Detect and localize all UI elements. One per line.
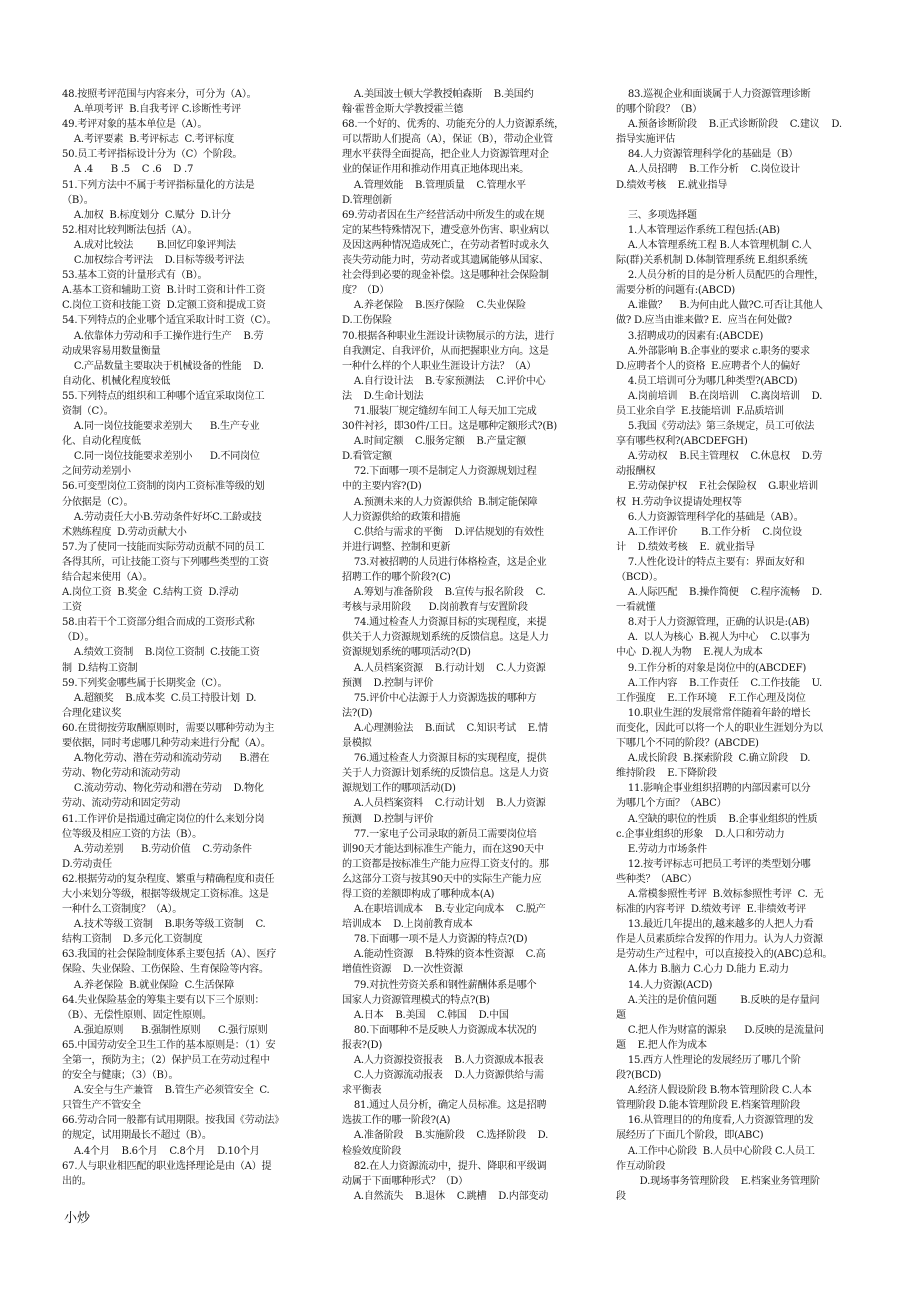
- text-line: 际(群)关系机制 D.体制管理系统 E.组织系统: [616, 255, 808, 267]
- text-line: 工作强度 E.工作环境 F.工作心理及岗位: [616, 692, 806, 704]
- text-line: 供关于人力资源规划系统的反馈信息。这是人力: [342, 632, 549, 644]
- text-line: 全第一，预防为主；（2）保护员工在劳动过程中: [62, 1055, 270, 1066]
- text-line: 55.下列特点的组织和工种哪个适宜采取岗位工: [62, 390, 265, 402]
- text-line: 大小来划分等级，根据等级规定工资标准。这是: [62, 888, 269, 900]
- text-line: 维持阶段 E.下降阶段: [616, 768, 717, 780]
- text-line: 77.一家电子公司录取的新员工需要岗位培: [342, 828, 537, 840]
- text-line: E.劳动力市场条件: [616, 843, 707, 855]
- text-line: 的规定，试用期最长不超过（B）。: [62, 1130, 212, 1142]
- text-line: 2.人员分析的目的是分析人员配匹的合理性，: [616, 270, 824, 282]
- text-line: D.劳动责任: [62, 858, 112, 870]
- column-left: [62, 87, 324, 1189]
- text-line: 74.通过检查人力资源目标的实现程度，来提: [342, 617, 547, 629]
- text-line: 度？（D）: [342, 285, 390, 297]
- text-line: 80.下面哪种不是反映人力资源成本状况的: [342, 1024, 537, 1036]
- text-line: C.把人作为财富的源泉 D.反映的是流量问: [616, 1024, 824, 1036]
- text-line: 指导实施评估: [616, 134, 676, 146]
- text-line: 63.我国的社会保险制度体系主要包括（A）、医疗: [62, 949, 277, 961]
- text-line: C.加权综合考评法 D.目标等级考评法: [62, 255, 244, 267]
- text-line: 可以帮助人们提高（A），保证（B），带动企业管: [342, 134, 553, 146]
- text-line: 为哪几个方面？（ABC）: [616, 798, 727, 810]
- text-line: A.强迫原则 B.强制性原则 C.强行原则: [62, 1024, 268, 1036]
- text-line: 中的主要内容?(D): [342, 481, 422, 493]
- text-line: 7.人性化设计的特点主要有：界面友好和: [616, 556, 805, 568]
- text-line: 58.由若干个工资部分组合而成的工资形式称: [62, 617, 255, 629]
- text-line: 动属于下面哪种形式？（D）: [342, 1175, 468, 1187]
- text-line: 57.为了使同一技能而实际劳动贡献不同的员工: [62, 541, 265, 553]
- text-line: A.准备阶段 B.实施阶段 C.选择阶段 D.: [342, 1130, 549, 1142]
- text-line: 位等级及相应工资的方法（B）。: [62, 828, 202, 840]
- text-line: 而变化，因此可以将一个人的职业生涯划分为以: [616, 722, 823, 734]
- text-line: 51.下列方法中不属于考评指标量化的方法是: [62, 179, 255, 191]
- text-line: A.岗前培训 B.在岗培训 C.离岗培训 D.: [616, 390, 823, 402]
- text-line: D.工伤保险: [342, 315, 392, 327]
- text-line: A.劳动差别 B.劳动价值 C.劳动条件: [62, 843, 252, 855]
- text-line: 得工资的差额即构成了哪种成本(A): [342, 888, 495, 900]
- text-line: C.流动劳动、物化劳动和潜在劳动 D.物化: [62, 783, 264, 795]
- text-line: A.物化劳动、潜在劳动和流动劳动 B.潜在: [62, 753, 270, 765]
- text-line: 社会得到必要的现金补偿。这是哪种社会保险制: [342, 270, 549, 282]
- text-line: A.养老保险 B.就业保险 C.生活保障: [62, 979, 234, 991]
- text-line: 作是人员素质综合发挥的作用力。认为人力资源: [616, 934, 823, 946]
- text-line: 报表?(D): [342, 1039, 383, 1051]
- text-line: A.人员档案资源 B.行动计划 C.人力资源: [342, 662, 546, 674]
- text-line: 54.下列特点的企业哪个适宜采取计时工资（C）。: [62, 315, 277, 327]
- text-line: 一种什么工资制度？（A）。: [62, 904, 183, 916]
- text-line: A.美国波士顿大学教授帕森斯 B.美国约: [342, 89, 534, 100]
- text-line: 自我测定、自我评价，从而把握职业方向。这是: [342, 345, 549, 357]
- text-line: 制 D.结构工资制: [62, 662, 138, 674]
- text-line: C.产品数量主要取决于机械设备的性能 D.: [62, 360, 264, 372]
- text-line: 68.一个好的、优秀的、功能充分的人力资源系统，: [342, 119, 565, 131]
- text-line: D.现场事务管理阶段 E.档案业务管理阶: [616, 1175, 820, 1187]
- text-line: 的安全与健康；（3）（B）。: [62, 1070, 179, 1082]
- text-line: A.考评要素 B.考评标志 C.考评标度: [62, 134, 234, 146]
- text-line: 各得其所，可让技能工资与下列哪些类型的工资: [62, 556, 269, 568]
- text-line: 动报酬权: [616, 466, 656, 478]
- text-line: 劳动、流动劳动和固定劳动: [62, 798, 181, 810]
- text-line: 11.影响企事业组织招聘的内部因素可以分: [616, 783, 811, 795]
- text-line: 检验效度阶段: [342, 1145, 402, 1157]
- text-line: 工资: [62, 602, 82, 614]
- text-line: 国家人力资源管理模式的特点?(B): [342, 994, 490, 1006]
- text-line: A.人本管理系统工程 B.人本管理机制 C.人: [616, 239, 812, 251]
- text-line: 选拔工作的哪一阶段?(A): [342, 1115, 451, 1127]
- text-line: 的哪个阶段？（B）: [616, 104, 702, 116]
- text-line: （B）。: [62, 194, 94, 206]
- text-line: 法?(D): [342, 707, 373, 719]
- text-line: 3.招聘成功的因素有:(ABCDE): [616, 330, 764, 342]
- text-line: 64.失业保险基金的筹集主要有以下三个原则：: [62, 994, 265, 1006]
- text-line: 劳动、物化劳动和流动劳动: [62, 768, 181, 780]
- text-line: 是劳动生产过程中，可以直接投入的(ABC)总和。: [616, 949, 833, 961]
- text-line: 需要分析的问题有:(ABCD): [616, 285, 735, 297]
- text-line: 资制（C）。: [62, 405, 114, 417]
- text-line: 81.通过人员分析，确定人员标准。这是招聘: [342, 1100, 547, 1112]
- text-line: A.单项考评 B.自我考评 C.诊断性考评: [62, 104, 241, 116]
- text-line: A.人员档案资料 C.行动计划 B.人力资源: [342, 798, 546, 810]
- text-line: 82.在人力资源流动中，提升、降职和平级调: [342, 1160, 547, 1172]
- text-line: 62.根据劳动的复杂程度、繁重与精确程度和责任: [62, 873, 275, 885]
- text-line: D.管理创新: [342, 194, 392, 206]
- text-line: 83.巡视企业和面谈属于人力资源管理诊断: [616, 89, 811, 100]
- text-line: C.同一岗位技能要求差别小 D.不同岗位: [62, 451, 260, 463]
- text-line: A.人员招聘 B.工作分析 C.岗位设计: [616, 164, 800, 176]
- text-line: 自动化、机械化程度较低: [62, 375, 171, 387]
- text-line: 增值性资源 D.一次性资源: [342, 964, 463, 976]
- text-line: 定的某些特殊情况下，遭受意外伤害、职业病以: [342, 224, 549, 236]
- text-line: 些种类？（ABC）: [616, 873, 697, 885]
- text-line: A.人际匹配 B.操作简便 C.程序流畅 D.: [616, 587, 823, 599]
- text-line: 61.工作评价是指通过确定岗位的什么来划分岗: [62, 813, 265, 825]
- text-line: 预测 D.控制与评价: [342, 677, 434, 689]
- text-line: 60.在贯彻按劳取酬原则时，需要以哪种劳动为主: [62, 722, 275, 734]
- text-line: A.外部影响 B.企事业的要求 c.职务的要求: [616, 345, 810, 357]
- text-line: A.成对比较法 B.回忆印象评判法: [62, 239, 236, 251]
- text-line: 丧失劳动能力时，劳动者或其遗属能够从国家、: [342, 255, 549, 267]
- text-line: 78.下面哪一项不是人力资源的特点?(D): [342, 934, 528, 946]
- text-line: A.体力 B.脑力 C.心力 D.能力 E.动力: [616, 964, 789, 976]
- text-line: 9.工作分析的对象是岗位中的(ABCDEF): [616, 662, 807, 674]
- text-line: 要依据，同时考虑哪几种劳动来进行分配（A）。: [62, 738, 271, 750]
- text-line: 作互动阶段: [616, 1160, 666, 1172]
- text-line: A.预测未来的人力资源供给 B.制定能保障: [342, 496, 538, 508]
- text-line: 段?(BCD): [616, 1070, 662, 1082]
- text-line: 求平衡表: [342, 1085, 382, 1097]
- text-line: 67.人与职业相匹配的职业选择理论是由（A）提: [62, 1160, 272, 1172]
- text-line: 1.人本管理运作系统工程包括:(AB): [616, 224, 780, 236]
- text-line: A.养老保险 B.医疗保险 C.失业保险: [342, 300, 526, 312]
- text-line: 题: [616, 1009, 626, 1021]
- text-line: 合理化建议奖: [62, 707, 122, 719]
- text-line: 的工资都是按标准生产能力应得工资支付的。那: [342, 858, 549, 870]
- text-line: 10.职业生涯的发展常常伴随着年龄的增长: [616, 707, 811, 719]
- text-line: A.预备诊断阶段 B.正式诊断阶段 C.建议 D.: [616, 119, 842, 131]
- text-line: 段: [616, 1190, 626, 1202]
- text-line: 71.服装厂规定缝纫车间工人每天加工完成: [342, 405, 537, 417]
- text-line: 招聘工作的哪个阶段?(C): [342, 572, 451, 583]
- text-line: 84.人力资源管理科学化的基础是（B）: [616, 149, 798, 161]
- text-line: 员工业余自学 E.技能培训 F.品质培训: [616, 405, 784, 417]
- text-line: 一种什么样的个人职业生涯设计方法？（A）: [342, 360, 537, 372]
- text-line: 并进行调整、控制和更新: [342, 541, 451, 553]
- text-line: 79.对抗性劳资关系和钢性薪酬体系是哪个: [342, 979, 537, 991]
- text-line: 资源规划系统的哪项活动?(D): [342, 647, 471, 659]
- text-line: 16.从管理目的的角度看,人力资源管理的发: [616, 1115, 814, 1127]
- text-line: C.人力资源流动报表 D.人力资源供给与需: [342, 1070, 544, 1082]
- text-line: A.自行设计法 B.专家预测法 C.评价中心: [342, 375, 546, 387]
- text-line: A.工作评价 B.工作分析 C.岗位设: [616, 526, 802, 538]
- text-line: A.在职培训成本 B.专业定向成本 C.脱产: [342, 904, 546, 916]
- text-line: 化、自动化程度低: [62, 436, 141, 448]
- text-line: 做? D.应当由谁来做? E. 应当在何处做?: [616, 315, 792, 327]
- text-line: 8.对于人力资源管理，正确的认识是:(AB): [616, 617, 810, 629]
- text-line: A.加权 B.标度划分 C.赋分 D.计分: [62, 209, 231, 221]
- text-line: 翰·霍普金斯大学教授霍兰德: [342, 104, 464, 116]
- text-line: 动成果容易用数量衡量: [62, 345, 161, 357]
- text-line: A.基本工资和辅助工资 B.计时工资和计件工资: [62, 285, 266, 297]
- text-line: 源规划工作的哪项活动(D): [342, 783, 456, 795]
- text-line: A.人力资源投资报表 B.人力资源成本报表: [342, 1055, 544, 1066]
- text-line: A.成长阶段 B.探索阶段 C.确立阶段 D.: [616, 753, 811, 765]
- text-line: A.日本 B.美国 C.韩国 D.中国: [342, 1009, 509, 1021]
- text-line: A.经济人假设阶段 B.物本管理阶段 C.人本: [616, 1085, 812, 1097]
- text-line: A.空缺的职位的性质 B.企事业组织的性质: [616, 813, 818, 825]
- text-line: 术熟练程度 D.劳动贡献大小: [62, 526, 187, 538]
- text-line: A.时间定额 C.服务定额 B.产量定额: [342, 436, 526, 448]
- text-line: 48.按照考评范围与内容来分，可分为（A）。: [62, 89, 257, 100]
- text-line: （B）、无偿性原则、固定性原则。: [62, 1009, 212, 1021]
- text-line: c.企事业组织的形象 D.人口和劳动力: [616, 828, 785, 840]
- text-line: 标准的内容考评 D.绩效考评 E.非绩效考评: [616, 904, 806, 916]
- text-line: A.关注的是价值问题 B.反映的是存量问: [616, 994, 820, 1006]
- text-line: A.能动性资源 B.特殊的资本性资源 C.高: [342, 949, 546, 961]
- text-line: 52.相对比较判断法包括（A）。: [62, 224, 198, 236]
- text-line: 训90天才能达到标准生产能力，而在这90天中: [342, 843, 544, 855]
- text-line: 业的保证作用和推动作用真正地体现出来。: [342, 164, 530, 176]
- text-line: 景模拟: [342, 738, 372, 750]
- text-line: D.看管定额: [342, 451, 392, 463]
- text-line: 69.劳动者因在生产经营活动中所发生的或在规: [342, 209, 545, 221]
- text-line: 14.人力资源(ACD): [616, 979, 713, 991]
- text-line: 法 D.生命计划法: [342, 390, 424, 402]
- text-line: 之间劳动差别小: [62, 466, 131, 478]
- text-line: 理水平获得全面提高，把企业人力资源管理对企: [342, 149, 549, 161]
- text-line: A.同一岗位技能要求差别大 B.生产专业: [62, 421, 260, 433]
- text-line: 6.人力资源管理科学化的基础是（AB）。: [616, 511, 804, 523]
- text-line: 分依据是（C）。: [62, 496, 134, 508]
- text-line: 75.评价中心法源于人力资源选拔的哪种方: [342, 692, 537, 704]
- text-line: A.常模参照性考评 B.效标参照性考评 C. 无: [616, 888, 824, 900]
- text-line: 人力资源供给的政策和措施: [342, 511, 461, 523]
- text-line: 30件衬衫，即30件/工日。这是哪种定额形式?(B): [342, 421, 557, 433]
- text-line: 12.按考评标志可把员工考评的类型划分哪: [616, 858, 811, 870]
- text-line: 出的。: [62, 1175, 92, 1187]
- column-middle: [342, 87, 594, 1204]
- text-line: A.谁做？ B.为何由此人做?C.可否让其他人: [616, 300, 823, 312]
- text-line: 50.员工考评指标设计分为（C）个阶段。: [62, 149, 243, 161]
- text-line: A.劳动权 B.民主管理权 C.休息权 D.劳: [616, 451, 823, 463]
- text-line: A.工作内容 B.工作责任 C.工作技能 U.: [616, 677, 822, 689]
- text-line: 5.我国《劳动法》第三条规定，员工可依法: [616, 421, 815, 433]
- text-line: E.劳动保护权 F.社会保险权 G.职业培训: [616, 481, 818, 493]
- text-line: 一看就懂: [616, 602, 656, 614]
- text-line: 计 D.绩效考核 E. 就业指导: [616, 541, 755, 553]
- text-line: 么这部分工资与按其90天中的实际生产能力应: [342, 873, 542, 885]
- text-line: D.绩效考核 E.就业指导: [616, 179, 728, 191]
- text-line: A.依靠体力劳动和手工操作进行生产 B.劳: [62, 330, 264, 342]
- footer-note: 小炒: [64, 1211, 91, 1226]
- text-line: A.岗位工资 B.奖金 C.结构工资 D.浮动: [62, 587, 239, 599]
- text-line: 13.最近几年提出的,越来越多的人把人力看: [616, 919, 814, 931]
- text-line: 72.下面哪一项不是制定人力资源规划过程: [342, 466, 537, 478]
- text-line: 中心 D.视人为物 E.视人为成本: [616, 647, 763, 659]
- text-line: A. 以人为核心 B.视人为中心 C.以事为: [616, 632, 810, 644]
- text-line: 三、多项选择题: [616, 209, 697, 221]
- text-line: 66.劳动合同一般都有试用期限。按我国《劳动法》: [62, 1115, 285, 1127]
- text-line: 4.员工培训可分为哪几种类型?(ABCD): [616, 375, 798, 387]
- text-line: A.工作中心阶段 B.人员中心阶段 C.人员工: [616, 1145, 815, 1157]
- text-line: A.自然流失 B.退休 C.跳槽 D.内部变动: [342, 1190, 549, 1202]
- text-line: 70.根据各种职业生涯设计读物展示的方法，进行: [342, 330, 555, 342]
- text-line: A.绩效工资制 B.岗位工资制 C.技能工资: [62, 647, 260, 659]
- text-line: 管理阶段 D.能本管理阶段 E.档案管理阶段: [616, 1100, 800, 1112]
- text-line: 15.西方人性理论的发展经历了哪几个阶: [616, 1055, 801, 1066]
- text-line: 73.对被招聘的人员进行体格检查，这是企业: [342, 556, 547, 568]
- text-line: A.4个月 B.6个月 C.8个月 D.10个月: [62, 1145, 260, 1157]
- text-line: 59.下列奖金哪些属于长期奖金（C）。: [62, 677, 228, 689]
- text-line: [616, 193, 886, 208]
- text-line: A.超额奖 B.成本奖 C.员工持股计划 D.: [62, 692, 257, 704]
- text-line: 53.基本工资的计量形式有（B）。: [62, 270, 208, 282]
- text-line: 结构工资制 D.多元化工资制度: [62, 934, 203, 946]
- text-line: A.技术等级工资制 B.职务等级工资制 C.: [62, 919, 266, 931]
- text-line: A .4 B .5 C .6 D .7: [62, 164, 194, 176]
- text-line: C.岗位工资和技能工资 D.定额工资和提成工资: [62, 300, 266, 312]
- text-line: 保险、失业保险、工伤保险、生育保险等内容。: [62, 964, 269, 976]
- text-line: 49.考评对象的基本单位是（A）。: [62, 119, 208, 131]
- text-line: 只管生产不管安全: [62, 1100, 141, 1112]
- text-line: 享有哪些权利?(ABCDEFGH): [616, 436, 748, 448]
- text-line: （D）。: [62, 632, 95, 644]
- text-line: D.应聘者个人的资格 E.应聘者个人的偏好: [616, 360, 800, 372]
- text-line: 关于人力资源计划系统的反馈信息。这是人力资: [342, 768, 549, 780]
- column-right: [616, 87, 886, 1204]
- text-line: 下哪几个不同的阶段？(ABCDE): [616, 738, 759, 750]
- text-line: C.供给与需求的平衡 D.评估规划的有效性: [342, 526, 544, 538]
- text-line: A.劳动责任大小B.劳动条件好坏C.工龄或技: [62, 511, 262, 523]
- text-line: 权 H.劳动争议提请处理权等: [616, 496, 742, 508]
- text-line: A.安全与生产兼管 B.管生产必须管安全 C.: [62, 1085, 270, 1097]
- text-line: A.管理效能 B.管理质量 C.管理水平: [342, 179, 526, 191]
- text-line: （BCD）。: [616, 572, 664, 583]
- text-line: 展经历了下面几个阶段，即(ABC): [616, 1130, 764, 1142]
- text-line: 预测 D.控制与评价: [342, 813, 434, 825]
- text-line: 题 E.把人作为成本: [616, 1039, 707, 1051]
- text-line: A.心理测验法 B.面试 C.知识考试 E.情: [342, 722, 548, 734]
- text-line: 76.通过检查人力资源目标的实现程度，提供: [342, 753, 547, 765]
- text-line: A.筹划与准备阶段 B.宣传与报名阶段 C.: [342, 587, 546, 599]
- text-line: 56.可变型岗位工资制的岗内工资标准等级的划: [62, 481, 265, 493]
- text-line: 结合起来使用（A）。: [62, 572, 153, 583]
- text-line: 考核与录用阶段 D.岗前教育与安置阶段: [342, 602, 528, 614]
- text-line: 培训成本 D.上岗前教育成本: [342, 919, 473, 931]
- text-line: 65.中国劳动安全卫生工作的基本原则是：（1）安: [62, 1039, 276, 1051]
- text-line: 及因这两种情况造成死亡，在劳动者暂时或永久: [342, 239, 549, 251]
